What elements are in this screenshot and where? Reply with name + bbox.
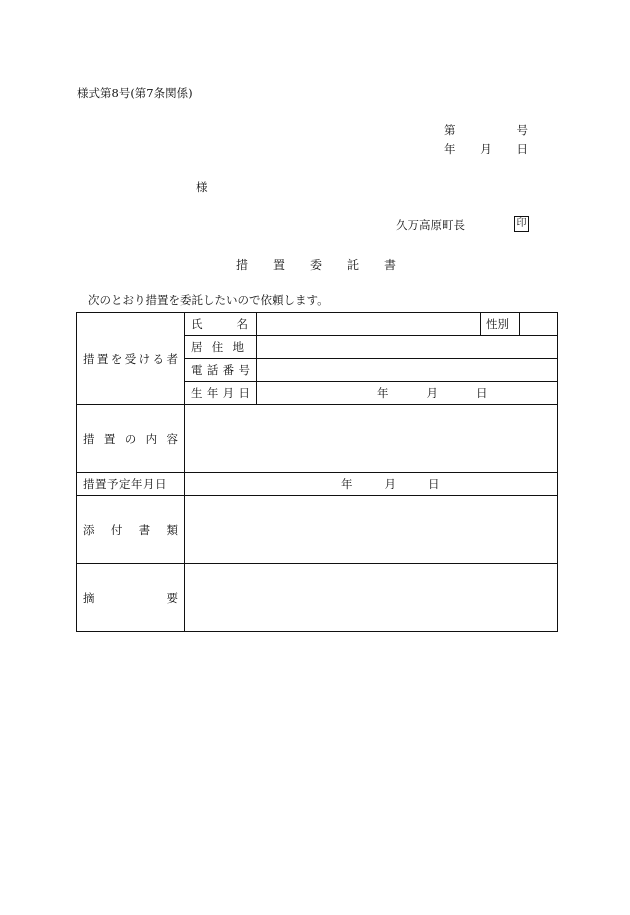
summary-row [77,564,558,632]
attachments-field[interactable] [185,496,558,564]
scheduled-date-label: 措置予定年月日 [77,473,185,496]
birthdate-label: 生 年 月 日 [185,382,257,405]
date-day: 日 [516,142,528,156]
summary-field[interactable] [185,564,558,632]
title-char: 書 [383,258,396,272]
date-year: 年 [444,142,456,156]
seal-mark: 印 [514,216,529,232]
date-month: 月 [480,142,492,156]
summary-label: 摘 要 [77,564,185,632]
scheduled-date-row [77,473,558,496]
title-char: 委 [309,258,322,272]
address-label: 居 住 地 [185,336,257,359]
request-form-table [76,312,558,632]
attachments-label: 添 付 書 類 [77,496,185,564]
phone-field[interactable] [257,359,558,382]
doc-number-dai: 第 [444,123,456,137]
gender-label: 性別 [481,313,520,336]
address-field[interactable] [257,336,558,359]
title-char: 託 [346,258,359,272]
date-line [444,141,528,157]
scheduled-date-field[interactable]: 年 月 日 [185,473,558,496]
form-number: 様式第8号(第7条関係) [77,86,193,100]
attachments-row [77,496,558,564]
phone-label: 電 話 番 号 [185,359,257,382]
content-field[interactable] [185,405,558,473]
name-field[interactable] [257,313,481,336]
document-number-line [444,122,528,138]
addressee-suffix: 様 [196,180,208,194]
document-title [236,256,396,273]
title-char: 置 [272,258,285,272]
doc-number-go: 号 [516,123,528,137]
name-row [77,313,558,336]
birthdate-field[interactable]: 年 月 日 [257,382,558,405]
gender-field[interactable] [520,313,558,336]
title-char: 措 [236,258,249,272]
recipient-label-cell: 措 置 を 受 け る 者 [77,313,185,405]
name-label: 氏 名 [185,313,257,336]
content-row [77,405,558,473]
issuer-name: 久万高原町長 [396,218,465,232]
content-label: 措 置 の 内 容 [77,405,185,473]
intro-text: 次のとおり措置を委託したいので依頼します。 [88,293,329,307]
